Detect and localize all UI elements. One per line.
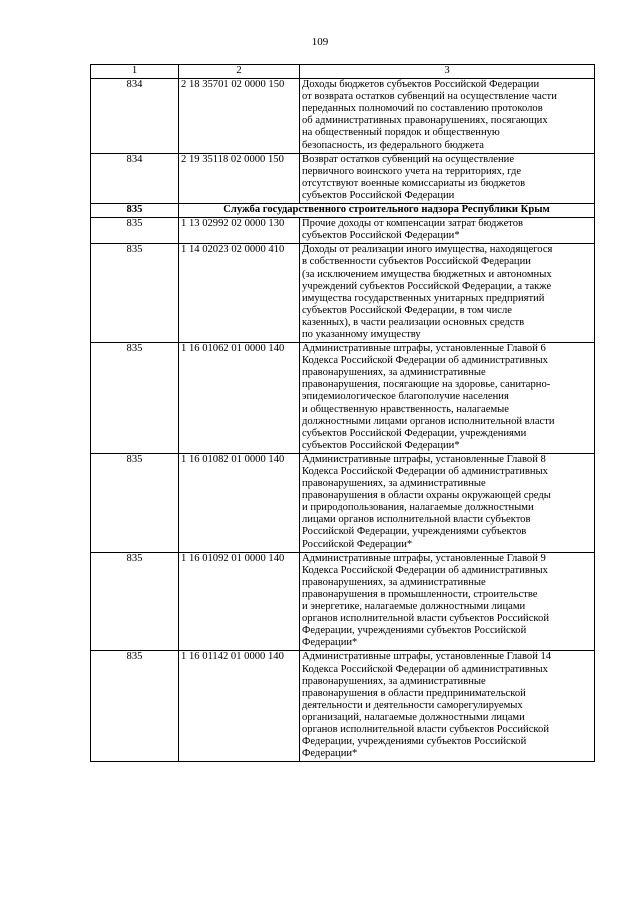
column-header-1: 1: [91, 65, 179, 79]
description-line: правонарушениях, за административные: [302, 478, 486, 490]
table-row: [91, 552, 595, 651]
description-line: и энергетике, налагаемые должностными лицами: [302, 601, 526, 613]
admin-code-cell: 835: [91, 651, 179, 762]
description-line: деятельности и деятельности саморегулируемых: [302, 699, 523, 711]
description-line: отсутствуют военные комиссариаты из бюджетов: [302, 177, 526, 189]
description-line: Российской Федерации, учреждениями субъектов: [302, 526, 527, 538]
description-cell: [300, 453, 595, 552]
admin-code-cell: 835: [91, 343, 179, 454]
description-line: правонарушениях, за административные: [302, 367, 486, 379]
description-line: Административные штрафы, установленные Главой 14: [302, 651, 552, 663]
table-header-row: [91, 65, 595, 79]
description-line: об административных правонарушениях, посягающих: [302, 115, 548, 127]
description-line: организаций, налагаемые должностными лицами: [302, 711, 525, 723]
description-line: казенных), в части реализации основных средств: [302, 316, 525, 328]
budget-code-cell: 1 16 01082 01 0000 140: [179, 453, 300, 552]
table-row: [91, 79, 595, 154]
description-cell: [300, 244, 595, 343]
description-line: Федерации*: [302, 637, 358, 649]
description-line: на общественный порядок и общественную: [302, 127, 500, 139]
admin-code-cell: 834: [91, 153, 179, 203]
description-line: Федерации*: [302, 748, 358, 760]
description-line: по указанному имуществу: [302, 328, 421, 340]
description-line: Федерации, учреждениями субъектов Российской: [302, 625, 527, 637]
description-line: Административные штрафы, установленные Главой 8: [302, 453, 546, 465]
description-line: эпидемиологическое благополучие населения: [302, 391, 509, 403]
description-line: Возврат остатков субвенций на осуществление: [302, 153, 515, 165]
description-line: учреждений субъектов Российской Федерации, а также: [302, 280, 552, 292]
description-cell: [300, 552, 595, 651]
description-line: субъектов Российской Федерации*: [302, 439, 460, 451]
budget-code-cell: 1 16 01062 01 0000 140: [179, 343, 300, 454]
budget-code-cell: 1 16 01092 01 0000 140: [179, 552, 300, 651]
page-number: 109: [311, 36, 329, 48]
description-line: в собственности субъектов Российской Федерации: [302, 256, 531, 268]
budget-code-cell: 2 18 35701 02 0000 150: [179, 79, 300, 154]
description-line: Кодекса Российской Федерации об административных: [302, 663, 548, 675]
description-line: правонарушения, посягающие на здоровье, санитарно-: [302, 379, 551, 391]
budget-code-cell: 1 16 01142 01 0000 140: [179, 651, 300, 762]
description-line: от возврата остатков субвенций на осуществление части: [302, 91, 557, 103]
description-line: Административные штрафы, установленные Главой 6: [302, 343, 546, 355]
description-line: Административные штрафы, установленные Главой 9: [302, 552, 546, 564]
description-line: Кодекса Российской Федерации об административных: [302, 466, 548, 477]
description-line: Кодекса Российской Федерации об административных: [302, 355, 548, 367]
table-row: [91, 651, 595, 762]
description-line: субъектов Российской Федерации, учреждениями: [302, 427, 527, 439]
description-line: (за исключением имущества бюджетных и автономных: [302, 268, 552, 280]
column-header-2: 2: [179, 65, 300, 79]
table-row: [91, 343, 595, 454]
description-line: субъектов Российской Федерации*: [302, 230, 460, 242]
description-line: правонарушения в области охраны окружающей среды: [302, 490, 551, 502]
budget-code-cell: 1 13 02992 02 0000 130: [179, 218, 300, 244]
description-cell: [300, 218, 595, 244]
description-cell: [300, 79, 595, 154]
description-line: и природопользования, налагаемые должностными: [302, 502, 534, 514]
table-row: [91, 244, 595, 343]
description-line: Федерации, учреждениями субъектов Российской: [302, 736, 527, 748]
description-line: правонарушения в промышленности, строительстве: [302, 588, 538, 600]
admin-code-cell: 835: [91, 244, 179, 343]
description-line: первичного воинского учета на территориях, где: [302, 165, 522, 177]
description-line: лицами органов исполнительной власти субъектов: [302, 514, 531, 526]
table-row: [91, 153, 595, 203]
description-line: Доходы от реализации иного имущества, находящегося: [302, 244, 553, 256]
admin-code-cell: 834: [91, 79, 179, 154]
description-line: субъектов Российской Федерации: [302, 189, 455, 201]
description-line: правонарушениях, за административные: [302, 675, 486, 687]
description-line: Прочие доходы от компенсации затрат бюджетов: [302, 218, 524, 230]
budget-classification-table: [90, 64, 595, 762]
admin-code-cell: 835: [91, 453, 179, 552]
description-line: правонарушения в области предпринимательской: [302, 687, 526, 699]
description-line: субъектов Российской Федерации, в том числе: [302, 304, 512, 316]
description-line: Российской Федерации*: [302, 538, 413, 550]
table-row: [91, 218, 595, 244]
section-title: Служба государственного строительного надзора Республики Крым: [179, 204, 595, 218]
admin-code-cell: 835: [91, 218, 179, 244]
description-cell: [300, 343, 595, 454]
column-header-3: 3: [300, 65, 595, 79]
description-line: и общественную нравственность, налагаемые: [302, 403, 509, 415]
description-line: должностными лицами органов исполнительной власти: [302, 415, 555, 427]
section-row: [91, 204, 595, 218]
description-line: переданных полномочий по составлению протоколов: [302, 103, 543, 115]
description-line: правонарушениях, за административные: [302, 576, 486, 588]
budget-code-cell: 2 19 35118 02 0000 150: [179, 153, 300, 203]
description-line: имущества государственных унитарных предприятий: [302, 292, 545, 304]
description-line: органов исполнительной власти субъектов Российской: [302, 613, 549, 625]
budget-code-cell: 1 14 02023 02 0000 410: [179, 244, 300, 343]
admin-code-cell: 835: [91, 552, 179, 651]
description-line: Доходы бюджетов субъектов Российской Федерации: [302, 79, 540, 91]
description-cell: [300, 651, 595, 762]
description-line: Кодекса Российской Федерации об административных: [302, 564, 548, 576]
description-cell: [300, 153, 595, 203]
table-row: [91, 453, 595, 552]
description-line: безопасность, из федерального бюджета: [302, 139, 484, 151]
description-line: органов исполнительной власти субъектов Российской: [302, 723, 549, 735]
section-admin-code: 835: [91, 204, 179, 218]
